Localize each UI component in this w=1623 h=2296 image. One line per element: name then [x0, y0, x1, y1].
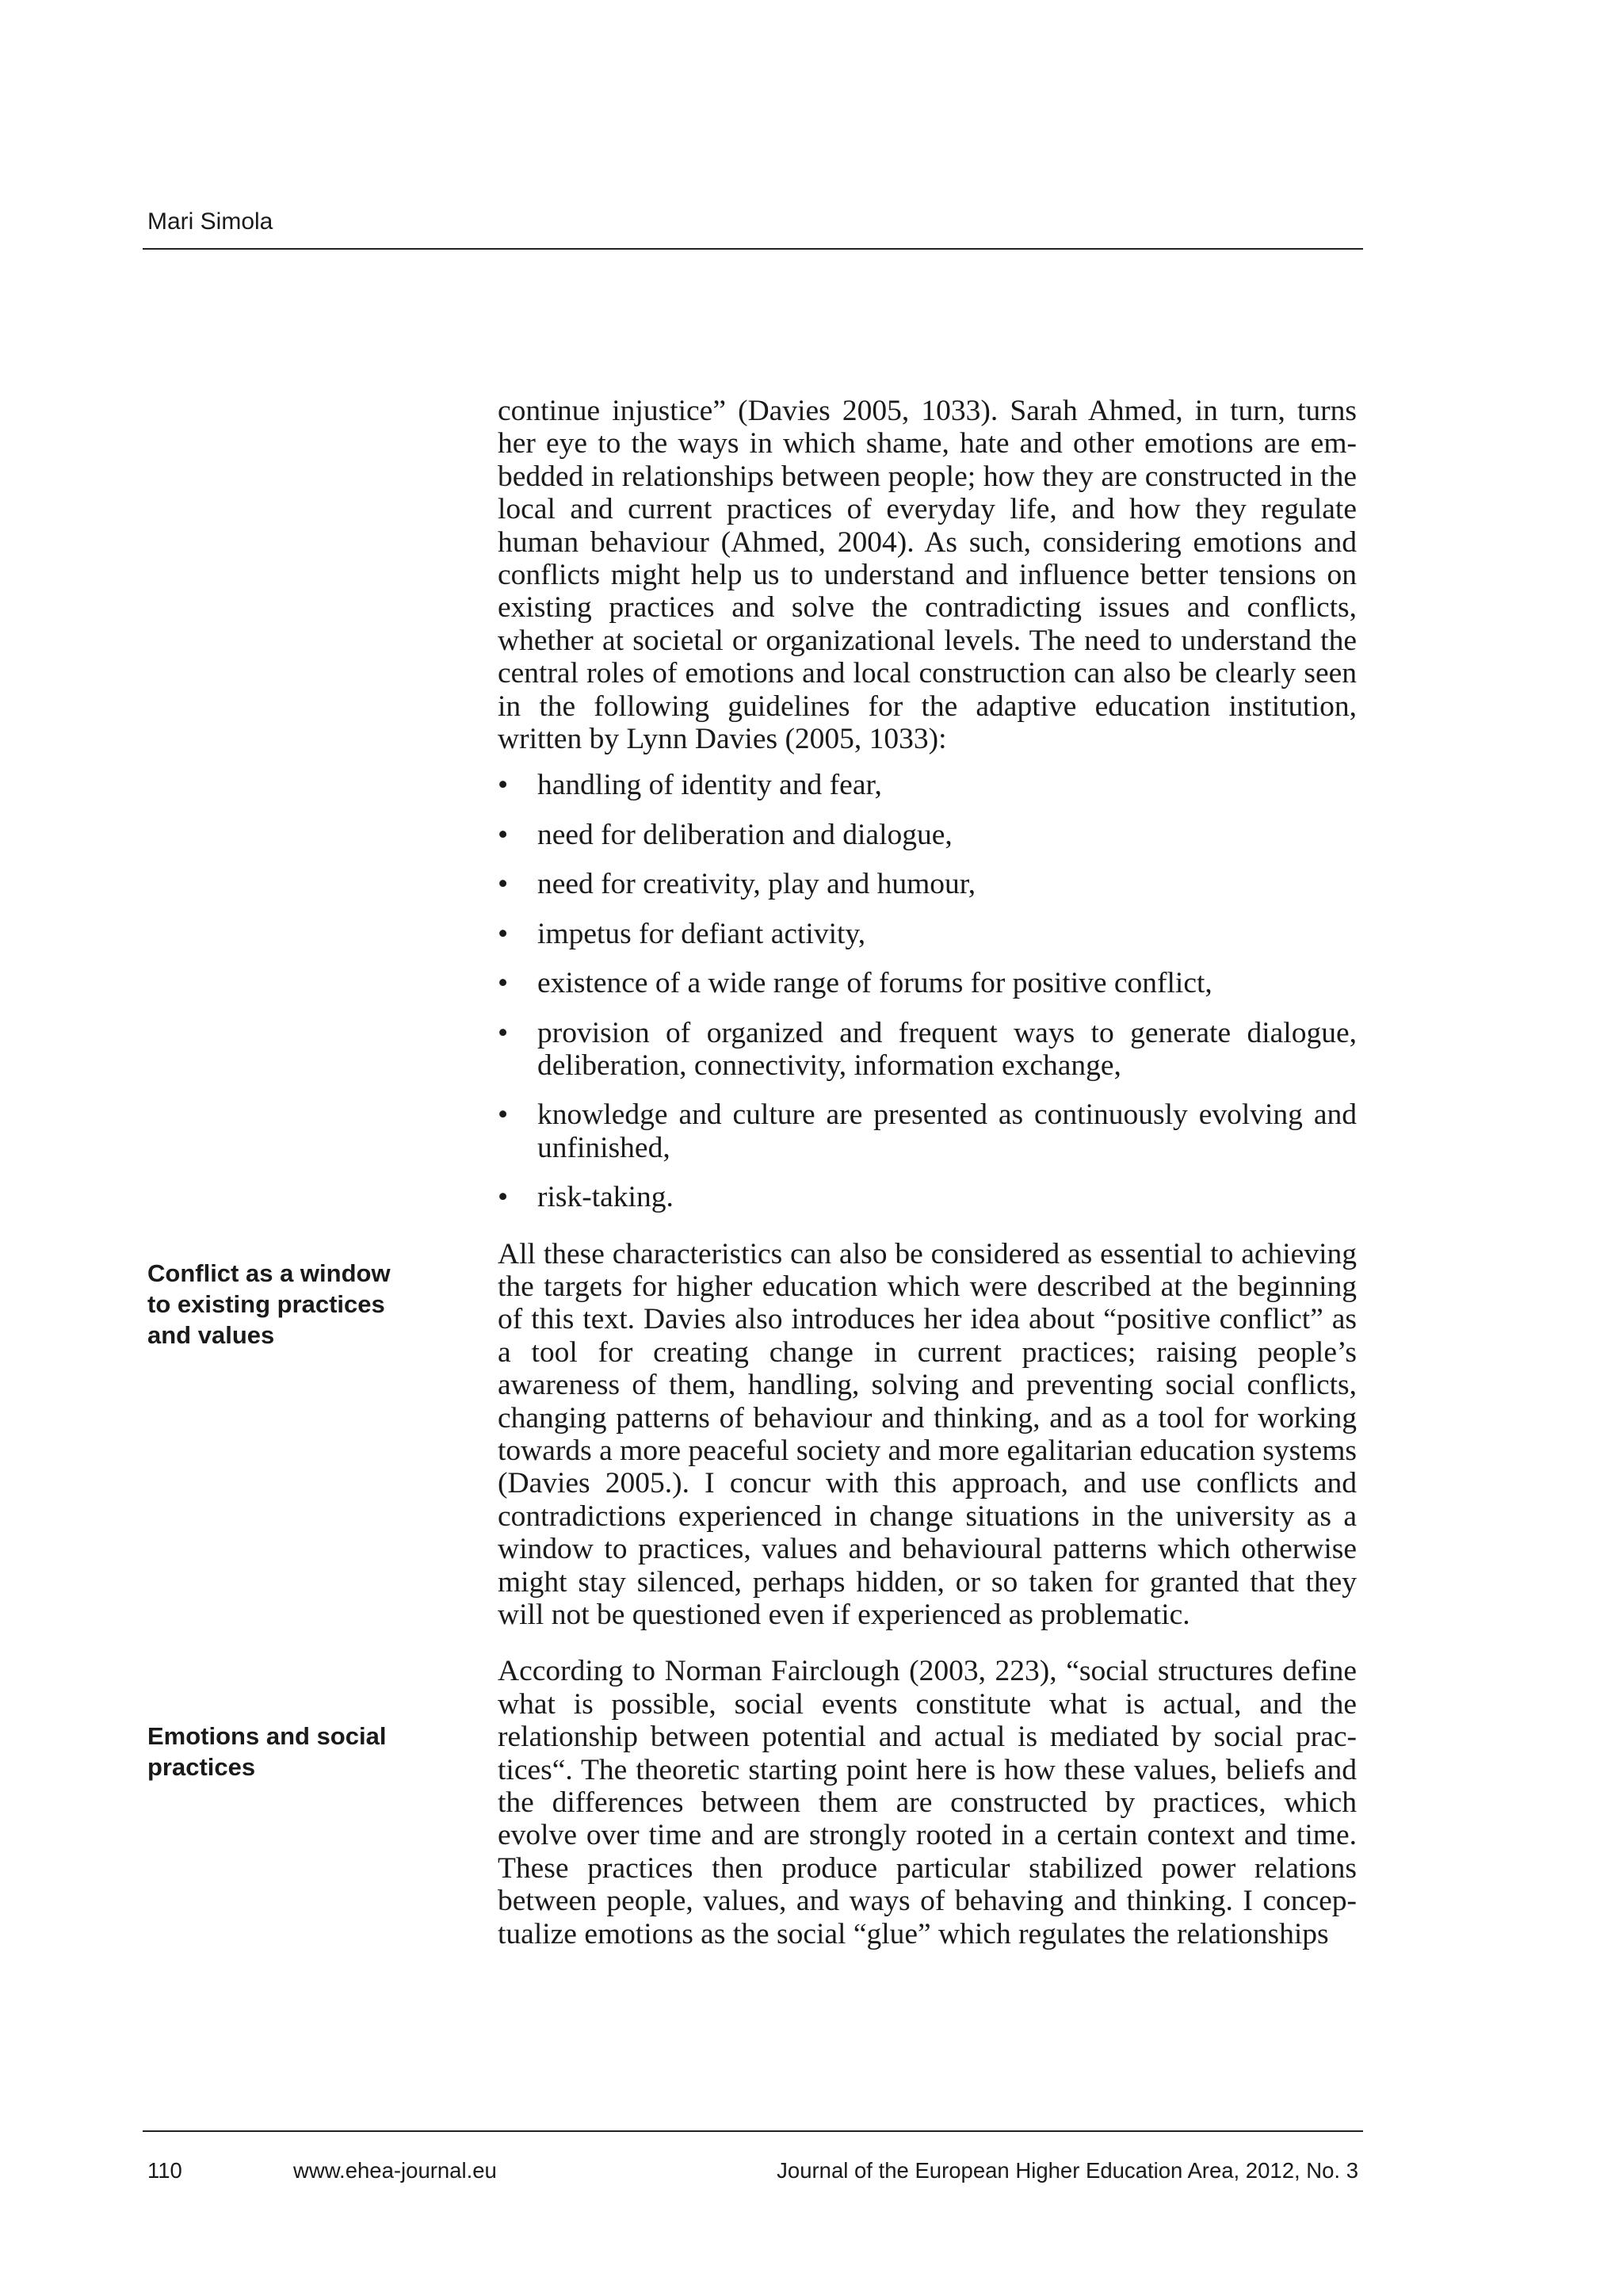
bullet-icon: •	[498, 1181, 509, 1214]
bullet-item	[498, 967, 1357, 999]
emotions-section-paragraph: According to Norman Fairclough (2003, 223), “social structures define what is possible, social events constitute what is actual, and the relationship between potential and actual is mediated by social practices“. The theoretic starting point here is how these values, beliefs and the differences between them are constructed by practices, which evolve over time and are strongly rooted in a certain context and time. These practices then produce particular stabilized power relations between people, values, and ways of behaving and thinking. I conceptualize emotions as the social “glue” which regulates the relationships	[498, 1655, 1357, 1950]
bullet-text: impetus for defiant activity,	[537, 917, 866, 950]
side-heading-conflict	[147, 1258, 433, 1350]
bullet-text: knowledge and culture are presented as continuously evolving and unfinished,	[537, 1098, 1357, 1164]
bullet-item	[498, 769, 1357, 801]
bullet-text: handling of identity and fear,	[537, 769, 882, 802]
bullet-item	[498, 819, 1357, 851]
bullet-item	[498, 868, 1357, 900]
header-rule	[143, 248, 1363, 250]
bullet-icon: •	[498, 967, 509, 1000]
intro-paragraph: continue injustice” (Davies 2005, 1033). Sarah Ahmed, in turn, turns her eye to the ways in which shame, hate and other emotions are embedded in relationships between people; how they are constructed in the local and current practices of everyday life, and how they regulate human behaviour (Ahmed, 2004). As such, considering emotions and conflicts might help us to understand and influence better tensions on existing practices and solve the contradicting issues and conflicts, whether at societal or organizational levels. The need to understand the central roles of emotions and local construction can also be clearly seen in the following guidelines for the adaptive education institution, written by Lynn Davies (2005, 1033):	[498, 395, 1357, 756]
bullet-item	[498, 1017, 1357, 1083]
bullet-text: need for creativity, play and humour,	[537, 868, 976, 901]
bullet-icon: •	[498, 769, 509, 802]
side-heading-line: Conflict as a window	[147, 1259, 391, 1287]
bullet-item	[498, 1098, 1357, 1164]
bullet-item	[498, 918, 1357, 950]
side-heading-line: practices	[147, 1753, 256, 1781]
guidelines-bullet-list	[498, 769, 1357, 1213]
bullet-icon: •	[498, 917, 509, 950]
footer-journal-url: www.ehea-journal.eu	[293, 2158, 497, 2183]
side-heading-line: to existing practices	[147, 1290, 385, 1318]
conflict-section-paragraph: All these characteristics can also be considered as essential to achieving the targets for higher education which were described at the beginning of this text. Davies also introduces her idea about “positive conflict” as a tool for creating change in current practices; raising people’s awareness of them, handling, solving and preventing social conflicts, changing patterns of behaviour and thinking, and as a tool for working towards a more peaceful society and more egalitarian education systems (Davies 2005.). I concur with this approach, and use conflicts and contradictions experienced in change situations in the university as a window to practices, values and behavioural patterns which otherwise might stay silenced, perhaps hidden, or so taken for granted that they will not be questioned even if experienced as problematic.	[498, 1237, 1357, 1631]
body-column	[498, 395, 1357, 1950]
side-heading-line: and values	[147, 1321, 275, 1349]
side-heading-emotions	[147, 1721, 433, 1782]
bullet-icon: •	[498, 1016, 509, 1049]
running-header-author: Mari Simola	[147, 208, 273, 235]
bullet-text: existence of a wide range of forums for positive conflict,	[537, 967, 1212, 1000]
footer-journal-title: Journal of the European Higher Education Area, 2012, No. 3	[777, 2158, 1358, 2183]
bullet-icon: •	[498, 868, 509, 901]
bullet-text: provision of organized and frequent ways to generate dialogue, deliberation, connectivity, information exchange,	[537, 1016, 1357, 1082]
bullet-icon: •	[498, 818, 509, 851]
footer-page-number: 110	[147, 2158, 182, 2183]
footer-rule	[143, 2130, 1363, 2132]
bullet-item	[498, 1181, 1357, 1213]
bullet-text: need for deliberation and dialogue,	[537, 818, 953, 851]
side-heading-line: Emotions and social	[147, 1722, 387, 1750]
bullet-text: risk-taking.	[537, 1181, 674, 1214]
bullet-icon: •	[498, 1098, 509, 1132]
